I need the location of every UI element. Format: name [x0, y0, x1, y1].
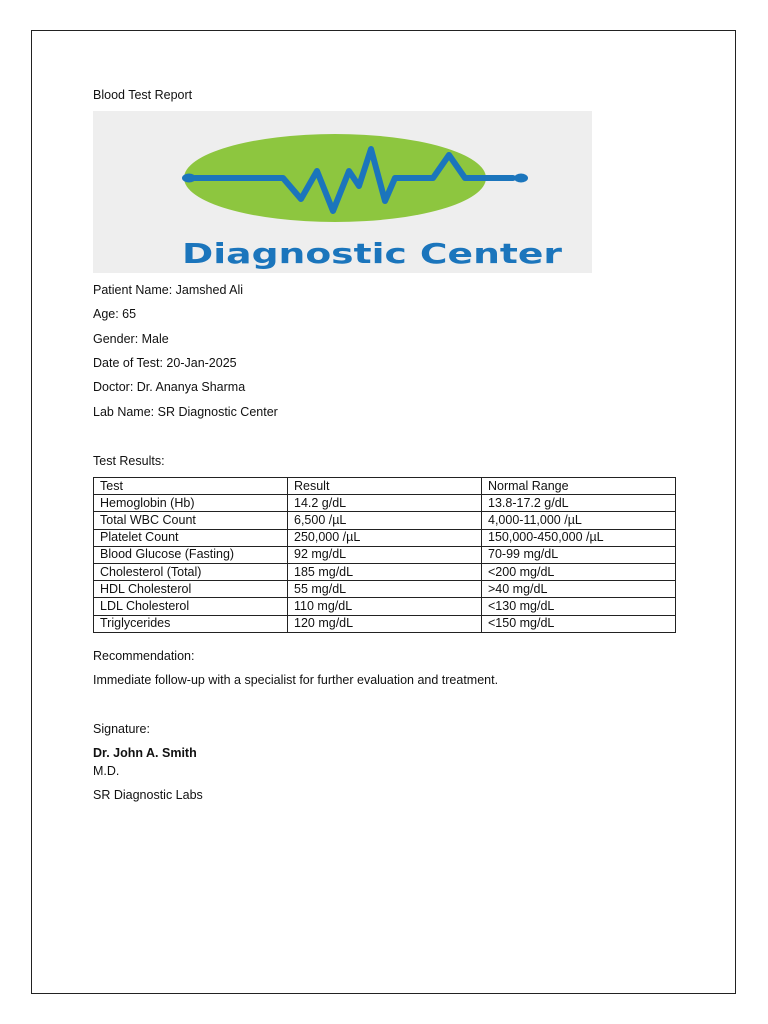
patient-age: Age: 65 — [93, 307, 137, 321]
ecg-right-dot — [514, 174, 528, 183]
column-header-result: Result — [288, 478, 482, 495]
cell-test: Total WBC Count — [94, 512, 288, 529]
table-row — [94, 598, 676, 615]
signatory-degree: M.D. — [93, 764, 120, 778]
patient-name: Patient Name: Jamshed Ali — [93, 283, 244, 297]
cell-normal-range: 70-99 mg/dL — [482, 546, 676, 563]
ecg-left-dot — [182, 174, 196, 183]
logo-graphic — [93, 111, 592, 273]
doctor-name: Doctor: Dr. Ananya Sharma — [93, 380, 246, 394]
table-row — [94, 546, 676, 563]
cell-result: 110 mg/dL — [288, 598, 482, 615]
cell-test: HDL Cholesterol — [94, 581, 288, 598]
lab-name: Lab Name: SR Diagnostic Center — [93, 405, 278, 419]
cell-normal-range: <150 mg/dL — [482, 615, 676, 632]
recommendation-heading: Recommendation: — [93, 649, 195, 663]
table-header-row — [94, 478, 676, 495]
column-header-test: Test — [94, 478, 288, 495]
signatory-name: Dr. John A. Smith — [93, 746, 197, 760]
table-row — [94, 495, 676, 512]
cell-test: LDL Cholesterol — [94, 598, 288, 615]
table-row — [94, 529, 676, 546]
logo-brand-text: Diagnostic Center — [182, 237, 563, 270]
cell-result: 185 mg/dL — [288, 563, 482, 580]
cell-result: 14.2 g/dL — [288, 495, 482, 512]
cell-normal-range: 4,000-11,000 /µL — [482, 512, 676, 529]
report-title: Blood Test Report — [93, 88, 193, 102]
table-row — [94, 563, 676, 580]
cell-result: 55 mg/dL — [288, 581, 482, 598]
signature-heading: Signature: — [93, 722, 150, 736]
test-results-heading: Test Results: — [93, 454, 165, 468]
signatory-organization: SR Diagnostic Labs — [93, 788, 203, 802]
test-results-table — [93, 477, 676, 633]
cell-result: 92 mg/dL — [288, 546, 482, 563]
cell-test: Cholesterol (Total) — [94, 563, 288, 580]
cell-test: Hemoglobin (Hb) — [94, 495, 288, 512]
cell-result: 120 mg/dL — [288, 615, 482, 632]
cell-test: Platelet Count — [94, 529, 288, 546]
cell-result: 6,500 /µL — [288, 512, 482, 529]
cell-normal-range: >40 mg/dL — [482, 581, 676, 598]
diagnostic-center-logo — [93, 111, 592, 273]
patient-gender: Gender: Male — [93, 332, 169, 346]
table-row — [94, 512, 676, 529]
cell-normal-range: 150,000-450,000 /µL — [482, 529, 676, 546]
column-header-normal-range: Normal Range — [482, 478, 676, 495]
cell-normal-range: <130 mg/dL — [482, 598, 676, 615]
table-row — [94, 615, 676, 632]
cell-normal-range: <200 mg/dL — [482, 563, 676, 580]
cell-test: Blood Glucose (Fasting) — [94, 546, 288, 563]
cell-test: Triglycerides — [94, 615, 288, 632]
table-row — [94, 581, 676, 598]
cell-result: 250,000 /µL — [288, 529, 482, 546]
cell-normal-range: 13.8-17.2 g/dL — [482, 495, 676, 512]
recommendation-text: Immediate follow-up with a specialist for further evaluation and treatment. — [93, 673, 499, 687]
test-date: Date of Test: 20-Jan-2025 — [93, 356, 237, 370]
